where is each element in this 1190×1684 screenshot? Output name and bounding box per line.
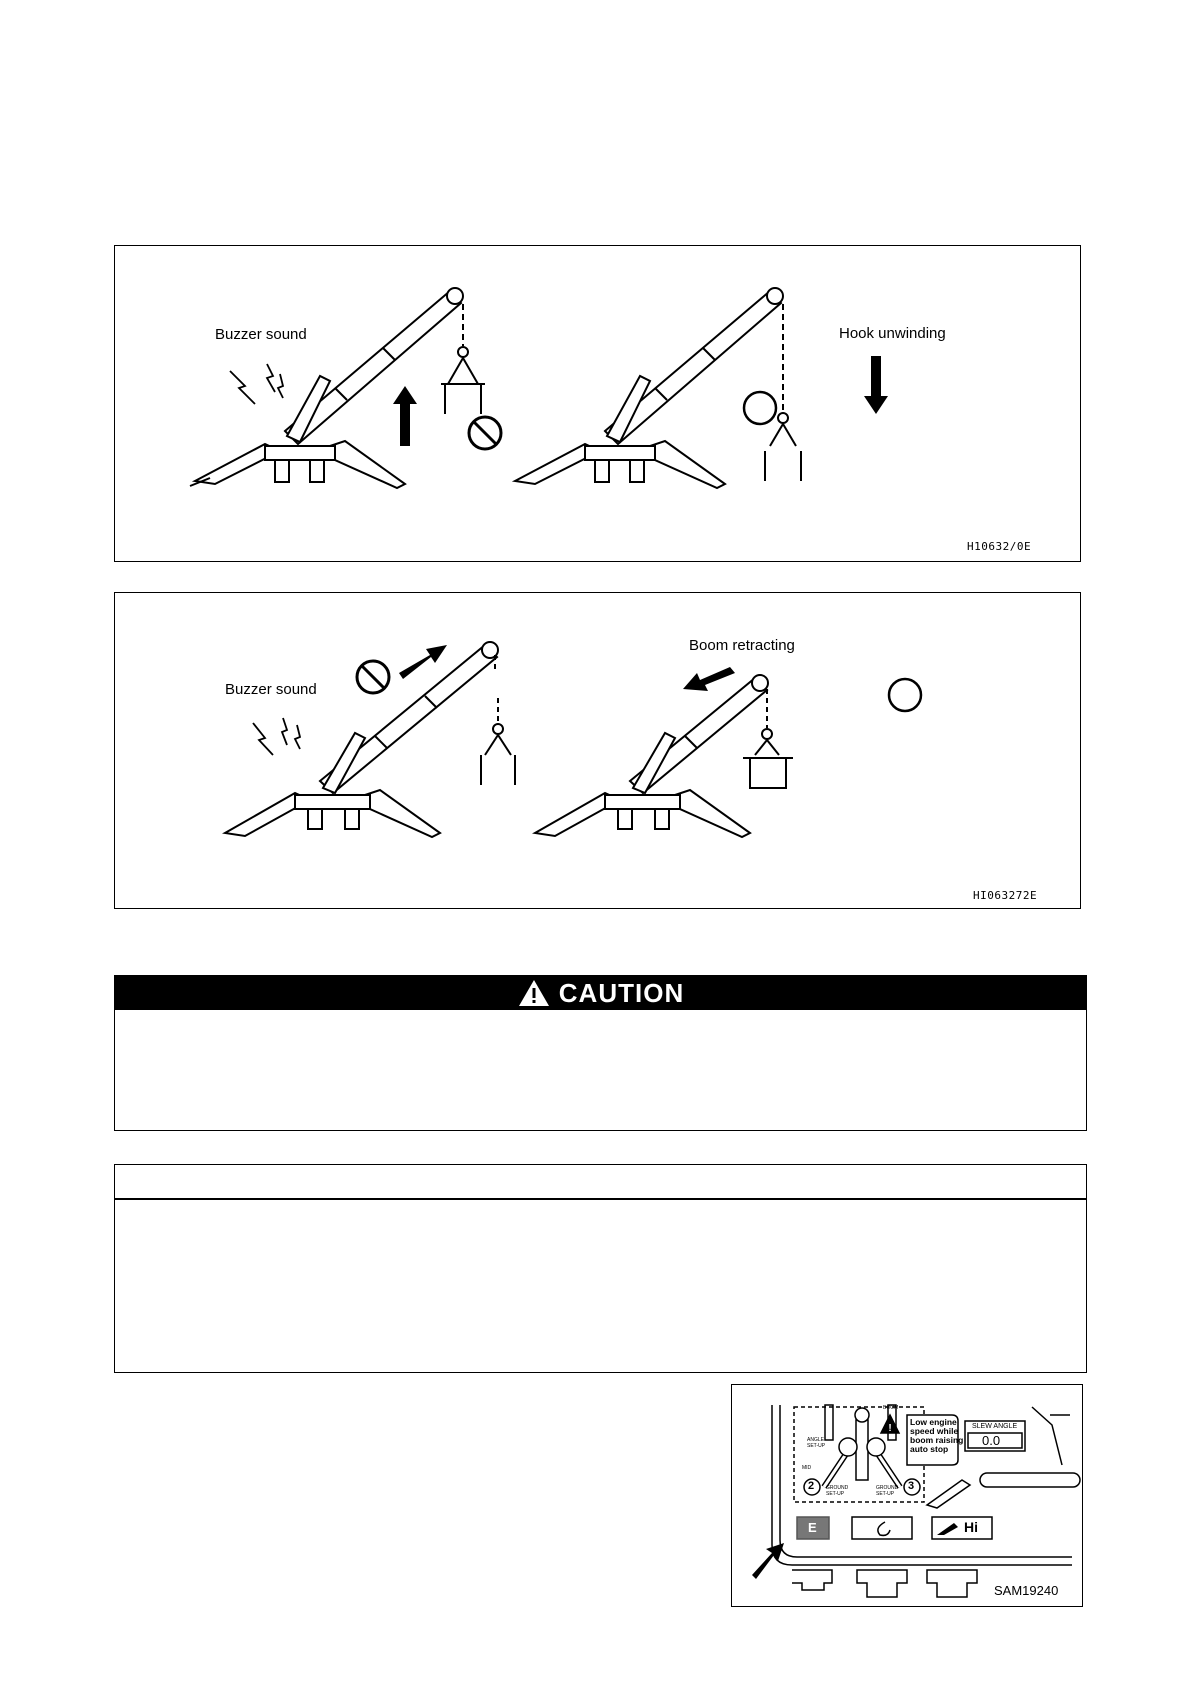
buzzer-sound-label: Buzzer sound <box>225 681 317 698</box>
ok-circle-icon <box>744 392 776 424</box>
figure-code: SAM19240 <box>994 1583 1059 1598</box>
note-divider <box>115 1198 1086 1200</box>
svg-text:!: ! <box>888 1423 892 1434</box>
boom-label: BOOM <box>883 1405 899 1411</box>
hook-unwinding-label: Hook unwinding <box>839 325 946 342</box>
caution-title: CAUTION <box>558 977 685 1008</box>
down-arrow-icon <box>864 356 888 414</box>
figure-hook-unwinding <box>114 245 1081 562</box>
figure-code: HI063272E <box>973 889 1038 902</box>
control-panel-illustration <box>732 1385 1084 1608</box>
caution-header <box>115 976 1086 1010</box>
warning-triangle-icon <box>517 978 551 1008</box>
slew-angle-value: 0.0 <box>982 1433 1001 1448</box>
figure-boom-retracting <box>114 592 1081 909</box>
slew-angle-label: SLEW ANGLE <box>972 1423 1018 1430</box>
ground-setup-label-left: GROUND SET-UP <box>826 1485 849 1497</box>
crane-illustration-1 <box>115 246 1082 563</box>
crane-illustration-2 <box>115 593 1082 910</box>
prohibited-icon <box>469 417 501 449</box>
boom-retracting-label: Boom retracting <box>689 637 795 654</box>
up-arrow-icon <box>393 386 417 446</box>
economy-button[interactable]: E <box>808 1520 817 1535</box>
circle-3-label: 3 <box>908 1480 915 1492</box>
warning-message: Low engine speed while boom raising auto stop <box>910 1417 964 1454</box>
ok-circle-icon <box>889 679 921 711</box>
circle-2-label: 2 <box>808 1480 815 1492</box>
angle-setup-label: ANGLE SET-UP <box>807 1437 826 1449</box>
control-panel-figure <box>731 1384 1083 1607</box>
note-box <box>114 1164 1087 1373</box>
retract-arrow-icon <box>683 667 735 691</box>
extend-arrow-icon <box>399 645 447 679</box>
figure-code: H10632/0E <box>967 540 1032 553</box>
caution-box <box>114 975 1087 1131</box>
mid-label: MID <box>802 1465 812 1471</box>
high-button[interactable]: Hi <box>964 1519 978 1535</box>
prohibited-icon <box>357 661 389 693</box>
ground-setup-label-right: GROUND SET-UP <box>876 1485 899 1497</box>
buzzer-sound-label: Buzzer sound <box>215 326 307 343</box>
